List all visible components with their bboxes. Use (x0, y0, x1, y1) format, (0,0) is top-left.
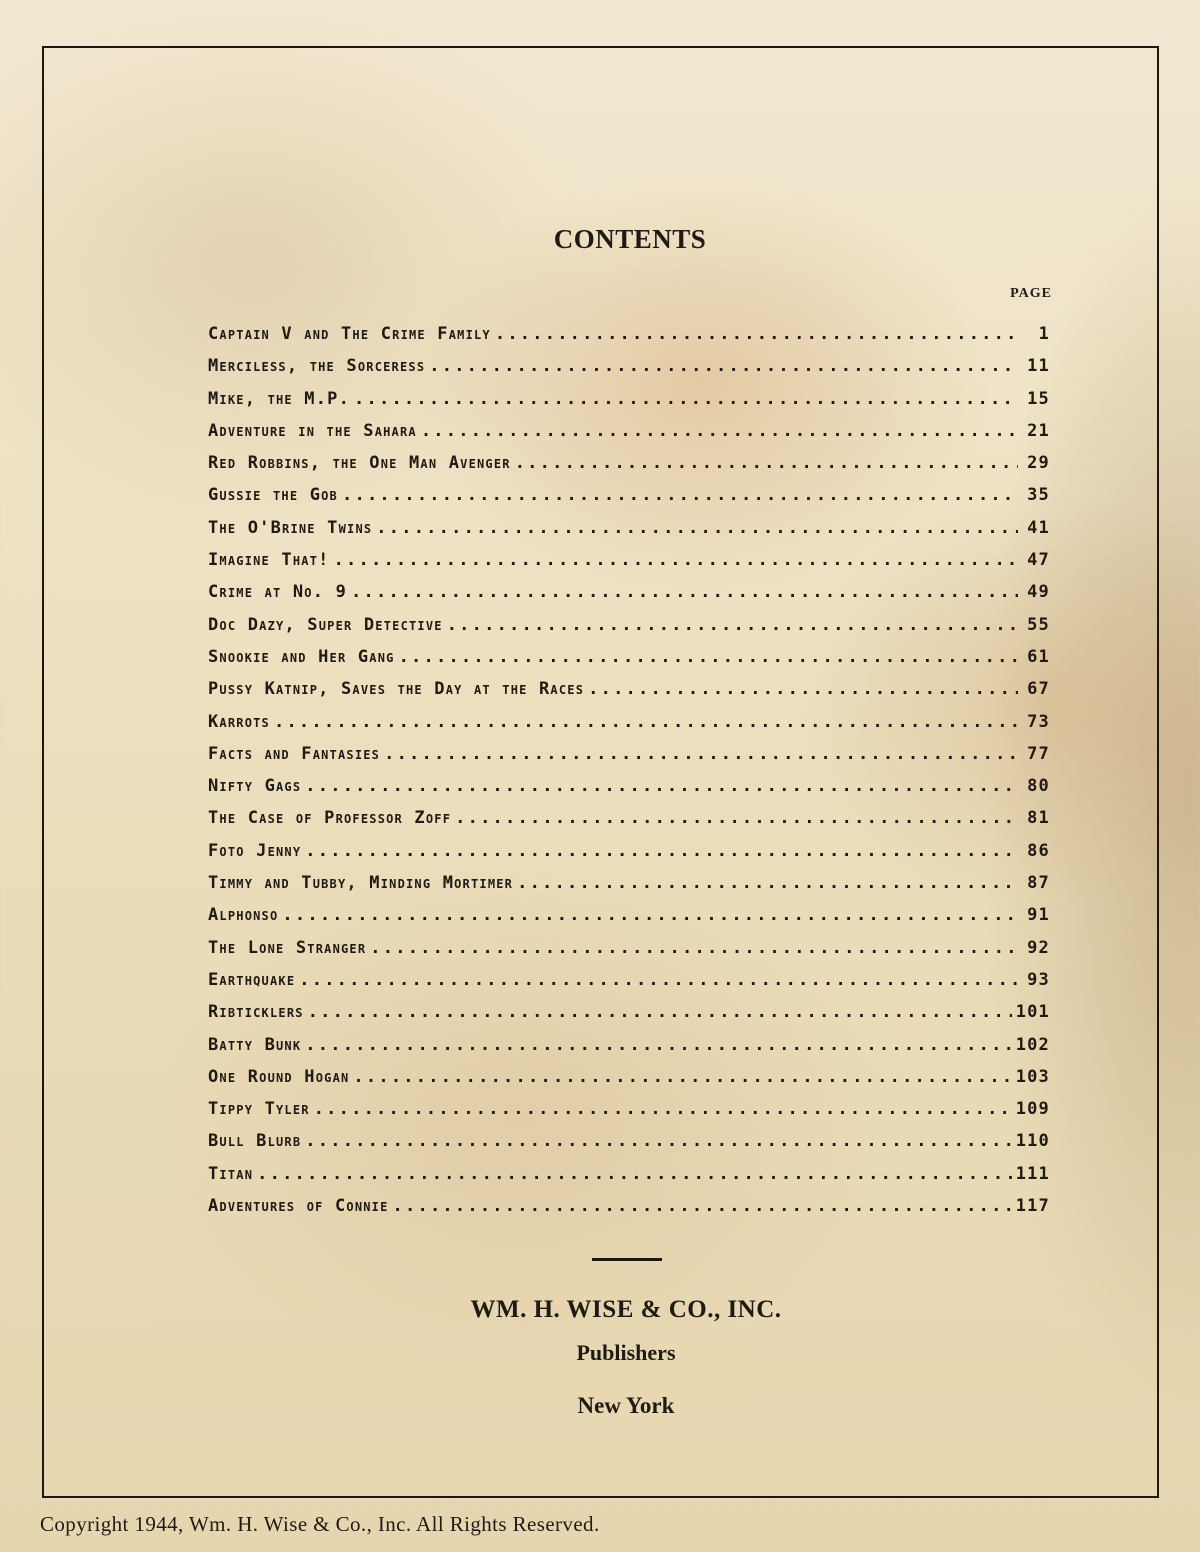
toc-entry (208, 712, 1050, 744)
page-title: CONTENTS (553, 224, 707, 254)
toc-entry-page: 11 (1027, 356, 1050, 377)
toc-entry-page: 35 (1027, 485, 1050, 506)
toc-entry (208, 615, 1050, 647)
toc-entry-title: Adventures of Connie (208, 1196, 389, 1217)
toc-entry-page: 1 (1038, 324, 1050, 344)
toc-leader-dots (376, 518, 1018, 538)
toc-leader-dots (305, 841, 1018, 861)
toc-entry-title: Titan (208, 1163, 254, 1184)
toc-entry-page: 109 (1015, 1099, 1050, 1120)
toc-entry-page: 21 (1027, 420, 1050, 441)
toc-entry (208, 1164, 1050, 1196)
toc-entry-page: 80 (1027, 776, 1050, 797)
toc-entry (208, 938, 1050, 970)
toc-leader-dots (305, 1035, 1011, 1055)
toc-entry-page: 81 (1027, 808, 1050, 829)
toc-entry-title: Adventure in the Sahara (208, 420, 417, 441)
toc-leader-dots (370, 938, 1018, 958)
toc-entry (208, 1067, 1050, 1099)
toc-entry-title: Ribticklers (208, 1002, 304, 1023)
toc-entry-page: 110 (1015, 1131, 1050, 1152)
toc-entry-title: Tippy Tyler (208, 1099, 310, 1120)
toc-entry-page: 93 (1027, 969, 1050, 990)
table-of-contents (208, 324, 1050, 1228)
toc-entry (208, 550, 1050, 582)
toc-entry-page: 29 (1027, 453, 1050, 474)
toc-entry-title: Karrots (208, 711, 270, 732)
toc-entry-title: Gussie the Gob (208, 485, 338, 506)
toc-entry-page: 73 (1027, 711, 1050, 732)
toc-entry-title: The Lone Stranger (208, 937, 367, 958)
toc-entry (208, 679, 1050, 711)
toc-leader-dots (305, 776, 1018, 796)
toc-entry-page: 86 (1027, 840, 1050, 861)
toc-entry-title: Red Robbins, the One Man Avenger (208, 453, 511, 474)
toc-entry (208, 1099, 1050, 1131)
toc-entry (208, 582, 1050, 614)
toc-entry-title: Mike, the M.P. (208, 388, 351, 409)
toc-entry-title: Snookie and Her Gang (208, 646, 395, 667)
toc-entry-page: 101 (1015, 1002, 1050, 1023)
toc-entry-page: 103 (1015, 1066, 1050, 1087)
toc-leader-dots (305, 1131, 1011, 1151)
toc-entry-title: Crime at No. 9 (208, 582, 348, 603)
toc-entry (208, 1002, 1050, 1034)
toc-entry (208, 518, 1050, 550)
toc-entry (208, 421, 1050, 453)
toc-entry-title: Merciless, the Sorceress (208, 356, 426, 377)
toc-leader-dots (353, 1067, 1011, 1087)
toc-entry-title: One Round Hogan (208, 1066, 350, 1087)
toc-leader-dots (334, 550, 1018, 570)
toc-entry (208, 905, 1050, 937)
toc-entry-page: 77 (1027, 743, 1050, 764)
toc-entry (208, 970, 1050, 1002)
toc-entry-title: Bull Blurb (208, 1131, 302, 1152)
toc-entry (208, 776, 1050, 808)
toc-entry-title: Pussy Katnip, Saves the Day at the Races (208, 679, 585, 700)
toc-leader-dots (517, 873, 1018, 893)
toc-entry (208, 744, 1050, 776)
toc-entry-page: 117 (1015, 1196, 1050, 1217)
copyright-notice: Copyright 1944, Wm. H. Wise & Co., Inc. All Rights Reserved. (40, 1512, 600, 1536)
publisher-city: New York (577, 1393, 675, 1418)
toc-leader-dots (447, 615, 1018, 635)
toc-leader-dots (351, 582, 1018, 602)
toc-leader-dots (429, 356, 1018, 376)
toc-entry-title: Foto Jenny (208, 840, 302, 861)
toc-entry-title: Batty Bunk (208, 1034, 302, 1055)
toc-entry-page: 92 (1027, 937, 1050, 958)
toc-entry-title: Timmy and Tubby, Minding Mortimer (208, 873, 514, 894)
toc-entry-page: 87 (1027, 873, 1050, 894)
toc-leader-dots (455, 808, 1018, 828)
toc-leader-dots (384, 744, 1018, 764)
toc-leader-dots (495, 324, 1018, 344)
toc-leader-dots (314, 1099, 1012, 1119)
toc-entry-page: 41 (1027, 517, 1050, 538)
toc-entry (208, 841, 1050, 873)
toc-entry-title: Facts and Fantasies (208, 743, 381, 764)
toc-entry-page: 55 (1027, 614, 1050, 635)
toc-entry-title: The O'Brine Twins (208, 517, 373, 538)
toc-entry (208, 356, 1050, 388)
toc-leader-dots (274, 712, 1018, 732)
toc-entry (208, 389, 1050, 421)
toc-entry-page: 47 (1027, 550, 1050, 571)
toc-entry-title: Nifty Gags (208, 776, 302, 797)
toc-leader-dots (257, 1164, 1012, 1184)
toc-entry-title: Alphonso (208, 905, 279, 926)
toc-leader-dots (515, 453, 1018, 473)
toc-entry-page: 49 (1027, 582, 1050, 603)
toc-entry (208, 647, 1050, 679)
page-column-header: PAGE (1010, 286, 1052, 301)
toc-entry (208, 1131, 1050, 1163)
toc-leader-dots (308, 1002, 1012, 1022)
toc-leader-dots (342, 485, 1018, 505)
toc-entry-title: The Case of Professor Zoff (208, 808, 452, 829)
toc-entry (208, 1035, 1050, 1067)
toc-leader-dots (354, 389, 1018, 409)
toc-leader-dots (399, 647, 1018, 667)
toc-leader-dots (421, 421, 1018, 441)
divider (592, 1258, 662, 1261)
toc-entry-title: Captain V and The Crime Family (208, 324, 491, 344)
toc-entry-title: Imagine That! (208, 550, 330, 571)
toc-entry (208, 324, 1050, 356)
toc-entry (208, 1196, 1050, 1228)
toc-entry (208, 485, 1050, 517)
toc-entry-page: 102 (1015, 1034, 1050, 1055)
toc-entry-page: 67 (1027, 679, 1050, 700)
toc-leader-dots (588, 679, 1018, 699)
toc-entry-title: Earthquake (208, 969, 296, 990)
toc-entry-page: 15 (1027, 388, 1050, 409)
publisher-role: Publishers (576, 1340, 676, 1365)
toc-leader-dots (299, 970, 1018, 990)
toc-entry-page: 91 (1027, 905, 1050, 926)
toc-entry (208, 808, 1050, 840)
toc-entry (208, 453, 1050, 485)
toc-entry (208, 873, 1050, 905)
toc-entry-page: 61 (1027, 646, 1050, 667)
toc-entry-page: 111 (1015, 1163, 1050, 1184)
toc-leader-dots (393, 1196, 1012, 1216)
toc-entry-title: Doc Dazy, Super Detective (208, 614, 443, 635)
toc-leader-dots (282, 905, 1018, 925)
publisher-name: WM. H. WISE & CO., INC. (470, 1296, 782, 1323)
